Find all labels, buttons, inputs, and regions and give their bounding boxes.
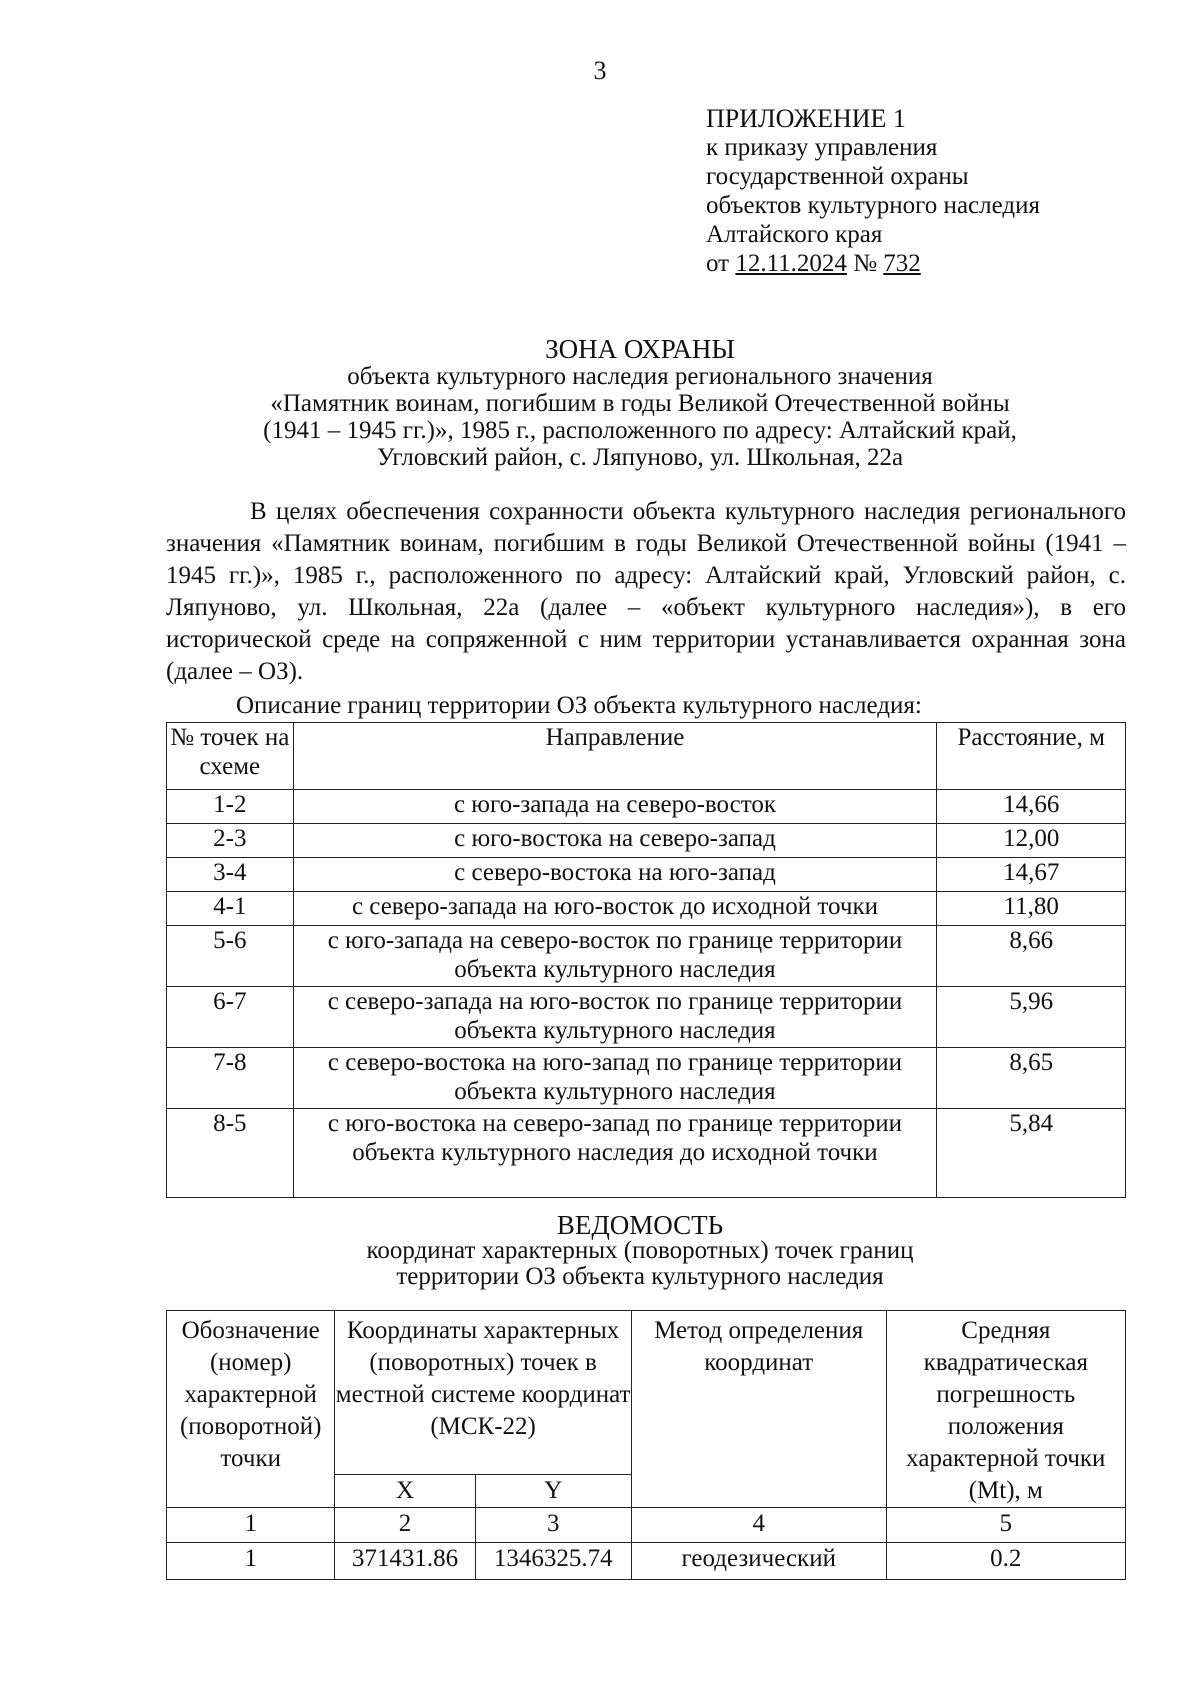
column-number: 3	[475, 1508, 631, 1543]
cell-points: 7-8	[167, 1048, 294, 1109]
cell-distance: 8,66	[937, 926, 1126, 987]
cell-distance: 14,66	[937, 790, 1126, 824]
column-number: 4	[631, 1508, 886, 1543]
cell-points: 2-3	[167, 824, 294, 858]
table-header-row	[167, 1311, 1126, 1475]
cell-points: 5-6	[167, 926, 294, 987]
table-row	[167, 987, 1126, 1048]
table-row	[167, 790, 1126, 824]
appendix-line: государственной охраны	[706, 163, 969, 190]
table-number-row	[167, 1508, 1126, 1543]
boundary-table-caption: Описание границ территории ОЗ объекта культурного наследия:	[236, 692, 922, 719]
header-points: № точек на схеме	[167, 723, 294, 790]
zone-subtitle-line: «Памятник воинам, погибшим в годы Великой Отечественной войны	[270, 390, 1010, 417]
cell-distance: 8,65	[937, 1048, 1126, 1109]
cell-distance: 5,84	[937, 1109, 1126, 1198]
number-prefix: №	[853, 250, 878, 277]
table-row	[167, 926, 1126, 987]
header-point-designation: Обозначение (номер) характерной (поворотной) точки	[167, 1311, 335, 1508]
cell-direction: с северо-востока на юго-запад по границе территории объекта культурного наследия	[293, 1048, 937, 1109]
header-y: Y	[475, 1475, 631, 1508]
cell-direction: с юго-востока на северо-запад	[293, 824, 937, 858]
table-row	[167, 892, 1126, 926]
appendix-title: ПРИЛОЖЕНИЕ 1	[706, 104, 906, 133]
column-number: 2	[335, 1508, 475, 1543]
vedomost-heading	[150, 1212, 1130, 1290]
order-number: 732	[883, 250, 921, 277]
cell-direction: с северо-востока на юго-запад	[293, 858, 937, 892]
header-distance: Расстояние, м	[937, 723, 1126, 790]
zone-subtitle-line: Угловский район, с. Ляпуново, ул. Школьная, 22а	[376, 444, 904, 471]
vedomost-title: ВЕДОМОСТЬ	[556, 1210, 724, 1240]
cell-direction: с юго-запада на северо-восток	[293, 790, 937, 824]
appendix-line: объектов культурного наследия	[706, 192, 1040, 219]
appendix-line: Алтайского края	[706, 221, 883, 248]
page-number: 3	[593, 56, 607, 85]
coordinates-table	[166, 1310, 1126, 1580]
cell-distance: 11,80	[937, 892, 1126, 926]
zone-heading	[150, 336, 1130, 471]
cell-distance: 12,00	[937, 824, 1126, 858]
boundary-table	[166, 722, 1126, 1198]
cell-direction: с юго-востока на северо-запад по границе территории объекта культурного наследия до исходной точки	[293, 1109, 937, 1198]
table-header-row	[167, 723, 1126, 790]
appendix-date-line	[706, 249, 1166, 278]
cell-direction: с северо-запада на юго-восток по границе территории объекта культурного наследия	[293, 987, 937, 1048]
cell-x: 371431.86	[335, 1543, 475, 1580]
header-mean-error: Средняя квадратическая погрешность положения характерной точки (Mt), м	[886, 1311, 1125, 1508]
cell-direction: с северо-запада на юго-восток до исходной точки	[293, 892, 937, 926]
order-date: 12.11.2024	[735, 250, 847, 277]
table-row	[167, 1543, 1126, 1580]
cell-y: 1346325.74	[475, 1543, 631, 1580]
cell-point: 1	[167, 1543, 335, 1580]
table-row	[167, 858, 1126, 892]
cell-points: 6-7	[167, 987, 294, 1048]
cell-points: 4-1	[167, 892, 294, 926]
cell-method: геодезический	[631, 1543, 886, 1580]
column-number: 1	[167, 1508, 335, 1543]
table-row	[167, 1048, 1126, 1109]
intro-paragraph: В целях обеспечения сохранности объекта культурного наследия регионального значения «Памятник воинам, погибшим в годы Великой Отечественной войны (1941 – 1945 гг.)», 1985 г., расположенного по адресу: Алтайский край, Угловский район, с. Ляпуново, ул. Школьная, 22а (далее – «объект культурного наследия»), в его исторической среде на сопряженной с ним территории устанавливается охранная зона (далее – ОЗ).	[166, 498, 1126, 685]
cell-mt: 0.2	[886, 1543, 1125, 1580]
cell-distance: 5,96	[937, 987, 1126, 1048]
vedomost-subtitle-line: территории ОЗ объекта культурного наследия	[396, 1263, 884, 1290]
appendix-block	[706, 104, 1166, 278]
cell-points: 8-5	[167, 1109, 294, 1198]
header-method: Метод определения координат	[631, 1311, 886, 1508]
cell-direction: с юго-запада на северо-восток по границе территории объекта культурного наследия	[293, 926, 937, 987]
vedomost-subtitle-line: координат характерных (поворотных) точек границ	[366, 1237, 914, 1264]
header-coordinates: Координаты характерных (поворотных) точек в местной системе координат (МСК-22)	[335, 1311, 631, 1475]
zone-subtitle-line: объекта культурного наследия регионального значения	[347, 363, 933, 390]
header-x: X	[335, 1475, 475, 1508]
column-number: 5	[886, 1508, 1125, 1543]
table-row	[167, 824, 1126, 858]
cell-points: 3-4	[167, 858, 294, 892]
cell-distance: 14,67	[937, 858, 1126, 892]
header-direction: Направление	[293, 723, 937, 790]
table-row	[167, 1109, 1126, 1198]
cell-points: 1-2	[167, 790, 294, 824]
date-prefix: от	[706, 250, 730, 277]
zone-subtitle-line: (1941 – 1945 гг.)», 1985 г., расположенного по адресу: Алтайский край,	[263, 417, 1017, 444]
appendix-line: к приказу управления	[706, 134, 938, 161]
zone-title: ЗОНА ОХРАНЫ	[545, 334, 735, 364]
